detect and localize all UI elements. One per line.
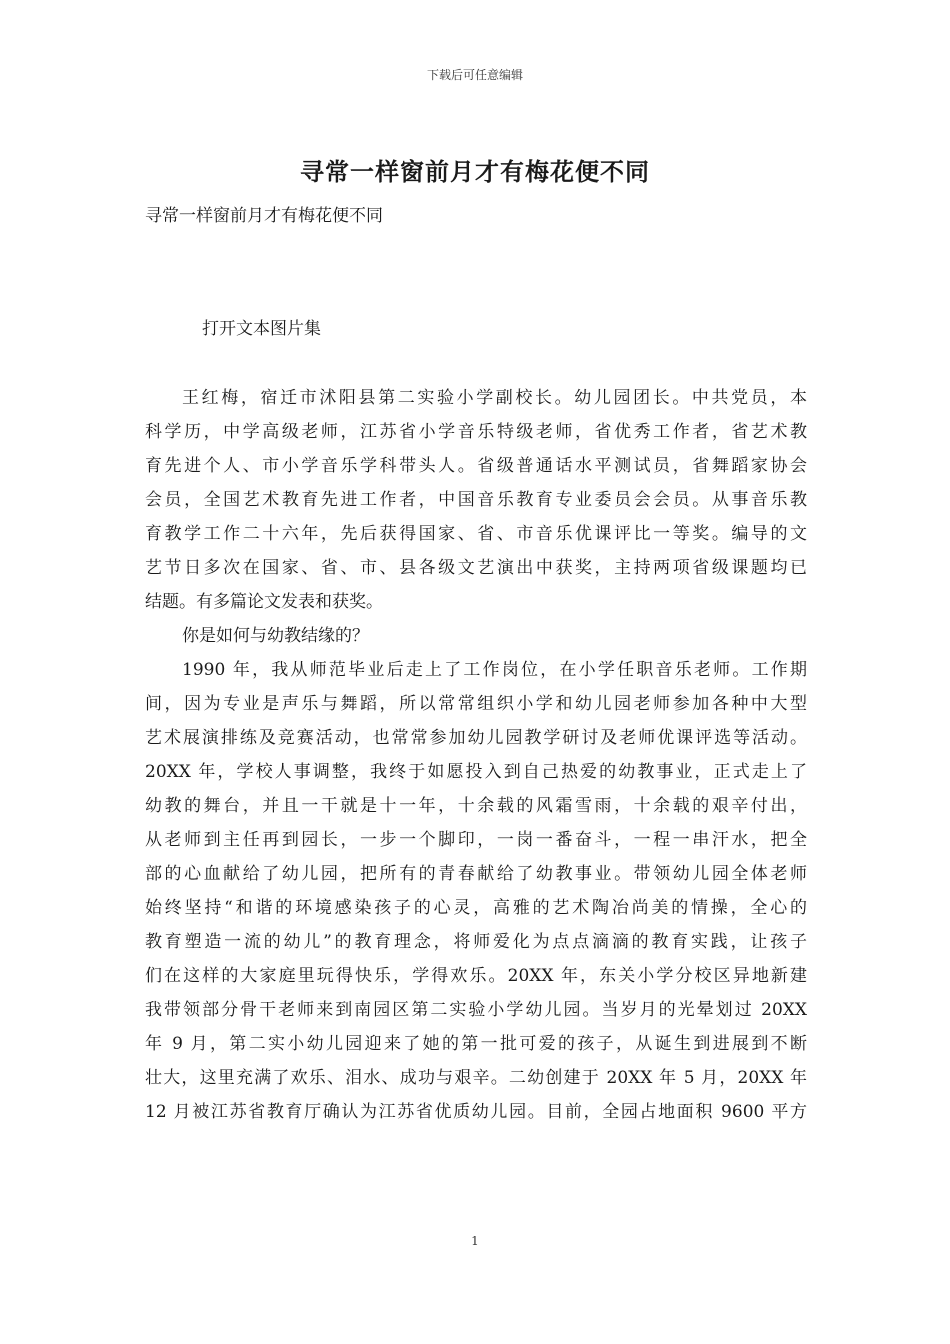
body-line: 科学历，中学高级老师，江苏省小学音乐特级老师，省优秀工作者，省艺术教 bbox=[145, 422, 807, 442]
body-line: 1990 年，我从师范毕业后走上了工作岗位，在小学任职音乐老师。工作期 bbox=[182, 660, 807, 680]
body-line: 壮大，这里充满了欢乐、泪水、成功与艰辛。二幼创建于 20XX 年 5 月，20XX 年 bbox=[145, 1068, 807, 1088]
body-line: 始终坚持“和谐的环境感染孩子的心灵，高雅的艺术陶冶尚美的情操，全心的 bbox=[145, 898, 807, 918]
section-label: 打开文本图片集 bbox=[202, 319, 321, 339]
body-line: 间，因为专业是声乐与舞蹈，所以常常组织小学和幼儿园老师参加各种中大型 bbox=[145, 694, 807, 714]
body-line: 艺节日多次在国家、省、市、县各级文艺演出中获奖，主持两项省级课题均已 bbox=[145, 558, 807, 578]
body-line: 育教学工作二十六年，先后获得国家、省、市音乐优课评比一等奖。编导的文 bbox=[145, 524, 807, 544]
document-subtitle: 寻常一样窗前月才有梅花便不同 bbox=[145, 206, 383, 226]
document-title: 寻常一样窗前月才有梅花便不同 bbox=[300, 157, 650, 186]
article-body bbox=[145, 381, 807, 1129]
body-line: 们在这样的大家庭里玩得快乐，学得欢乐。20XX 年，东关小学分校区异地新建 bbox=[145, 966, 807, 986]
body-line: 教育塑造一流的幼儿”的教育理念，将师爱化为点点滴滴的教育实践，让孩子 bbox=[145, 932, 807, 952]
body-line: 我带领部分骨干老师来到南园区第二实验小学幼儿园。当岁月的光晕划过 20XX bbox=[145, 1000, 807, 1020]
body-line: 育先进个人、市小学音乐学科带头人。省级普通话水平测试员，省舞蹈家协会 bbox=[145, 456, 807, 476]
body-line: 王红梅，宿迁市沭阳县第二实验小学副校长。幼儿园团长。中共党员，本 bbox=[182, 388, 807, 408]
body-line: 你是如何与幼教结缘的？ bbox=[182, 626, 369, 646]
body-line: 部的心血献给了幼儿园，把所有的青春献给了幼教事业。带领幼儿园全体老师 bbox=[145, 864, 807, 884]
body-line: 年 9 月，第二实小幼儿园迎来了她的第一批可爱的孩子，从诞生到进展到不断 bbox=[145, 1034, 807, 1054]
page-header-note: 下载后可任意编辑 bbox=[426, 68, 523, 82]
page-number: 1 bbox=[471, 1234, 479, 1248]
body-line: 20XX 年，学校人事调整，我终于如愿投入到自己热爱的幼教事业，正式走上了 bbox=[145, 762, 807, 782]
body-line: 结题。有多篇论文发表和获奖。 bbox=[145, 592, 383, 612]
body-line: 12 月被江苏省教育厅确认为江苏省优质幼儿园。目前，全园占地面积 9600 平方 bbox=[145, 1102, 807, 1122]
body-line: 幼教的舞台，并且一干就是十一年，十余载的风霜雪雨，十余载的艰辛付出， bbox=[145, 796, 807, 816]
body-line: 会员，全国艺术教育先进工作者，中国音乐教育专业委员会会员。从事音乐教 bbox=[145, 490, 807, 510]
body-line: 艺术展演排练及竞赛活动，也常常参加幼儿园教学研讨及老师优课评选等活动。 bbox=[145, 728, 807, 748]
body-line: 从老师到主任再到园长，一步一个脚印，一岗一番奋斗，一程一串汗水，把全 bbox=[145, 830, 807, 850]
